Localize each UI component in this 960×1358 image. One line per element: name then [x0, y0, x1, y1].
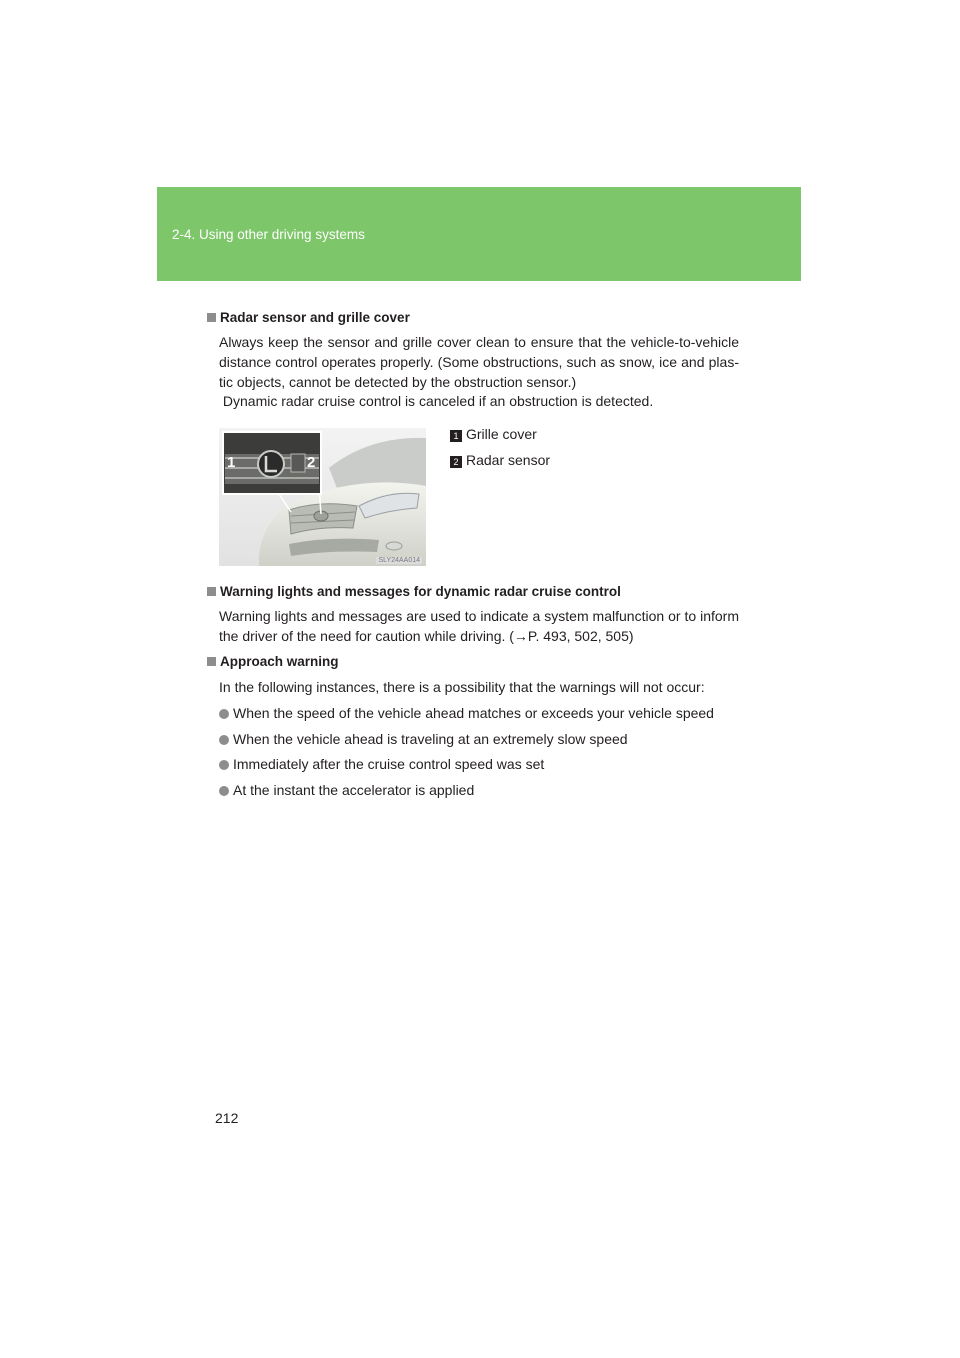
circle-bullet-icon [219, 735, 229, 745]
list-item-text: Immediately after the cruise control speed was set [233, 756, 545, 772]
callout-number: 2 [450, 456, 462, 468]
paragraph-line: Always keep the sensor and grille cover clean to ensure that the vehicle-to-vehicle [219, 334, 739, 350]
circle-bullet-icon [219, 709, 229, 719]
paragraph-line: Dynamic radar cruise control is canceled if an obstruction is detected. [219, 393, 654, 410]
radar-sensor-figure [219, 428, 426, 566]
section-title-text: Approach warning [220, 654, 339, 669]
circle-bullet-icon [219, 786, 229, 796]
paragraph-line: distance control operates properly. (Some obstructions, such as snow, ice and plas- [219, 353, 739, 370]
section-title-warning [207, 584, 621, 599]
radar-paragraph [219, 333, 739, 412]
figure-code: SLY24AA014 [378, 557, 420, 564]
square-bullet-icon [207, 587, 216, 596]
car-front-illustration [219, 428, 426, 566]
list-item [219, 756, 544, 772]
section-title-text: Warning lights and messages for dynamic radar cruise control [220, 584, 621, 599]
page-number: 212 [215, 1110, 239, 1126]
paragraph-line: In the following instances, there is a possibility that the warnings will not occur: [219, 679, 705, 695]
callout-radar-sensor [450, 452, 550, 468]
list-item-text: When the vehicle ahead is traveling at an extremely slow speed [233, 731, 628, 747]
list-item [219, 782, 474, 798]
section-title-approach [207, 654, 339, 669]
callout-label: Grille cover [466, 426, 537, 442]
list-item-text: At the instant the accelerator is applied [233, 782, 475, 798]
warning-paragraph [219, 607, 739, 647]
callout-label: Radar sensor [466, 452, 551, 468]
header-band [157, 187, 801, 281]
paragraph-line: Warning lights and messages are used to indicate a system malfunction or to inform [219, 608, 739, 624]
list-item [219, 731, 628, 747]
paragraph-line: the driver of the need for caution while driving. (→P. 493, 502, 505) [219, 627, 634, 644]
inset-label-2: 2 [307, 454, 316, 471]
callout-number: 1 [450, 430, 462, 442]
section-title-radar [207, 310, 410, 325]
inset-label-1: 1 [227, 454, 236, 471]
circle-bullet-icon [219, 760, 229, 770]
paragraph-line: tic objects, cannot be detected by the obstruction sensor.) [219, 373, 577, 390]
section-title-text: Radar sensor and grille cover [220, 310, 410, 325]
list-item [219, 705, 714, 721]
section-header-title: 2-4. Using other driving systems [172, 227, 365, 242]
callout-grille-cover [450, 426, 537, 442]
list-item-text: When the speed of the vehicle ahead matches or exceeds your vehicle speed [233, 705, 714, 721]
approach-intro [219, 678, 739, 698]
square-bullet-icon [207, 313, 216, 322]
square-bullet-icon [207, 657, 216, 666]
